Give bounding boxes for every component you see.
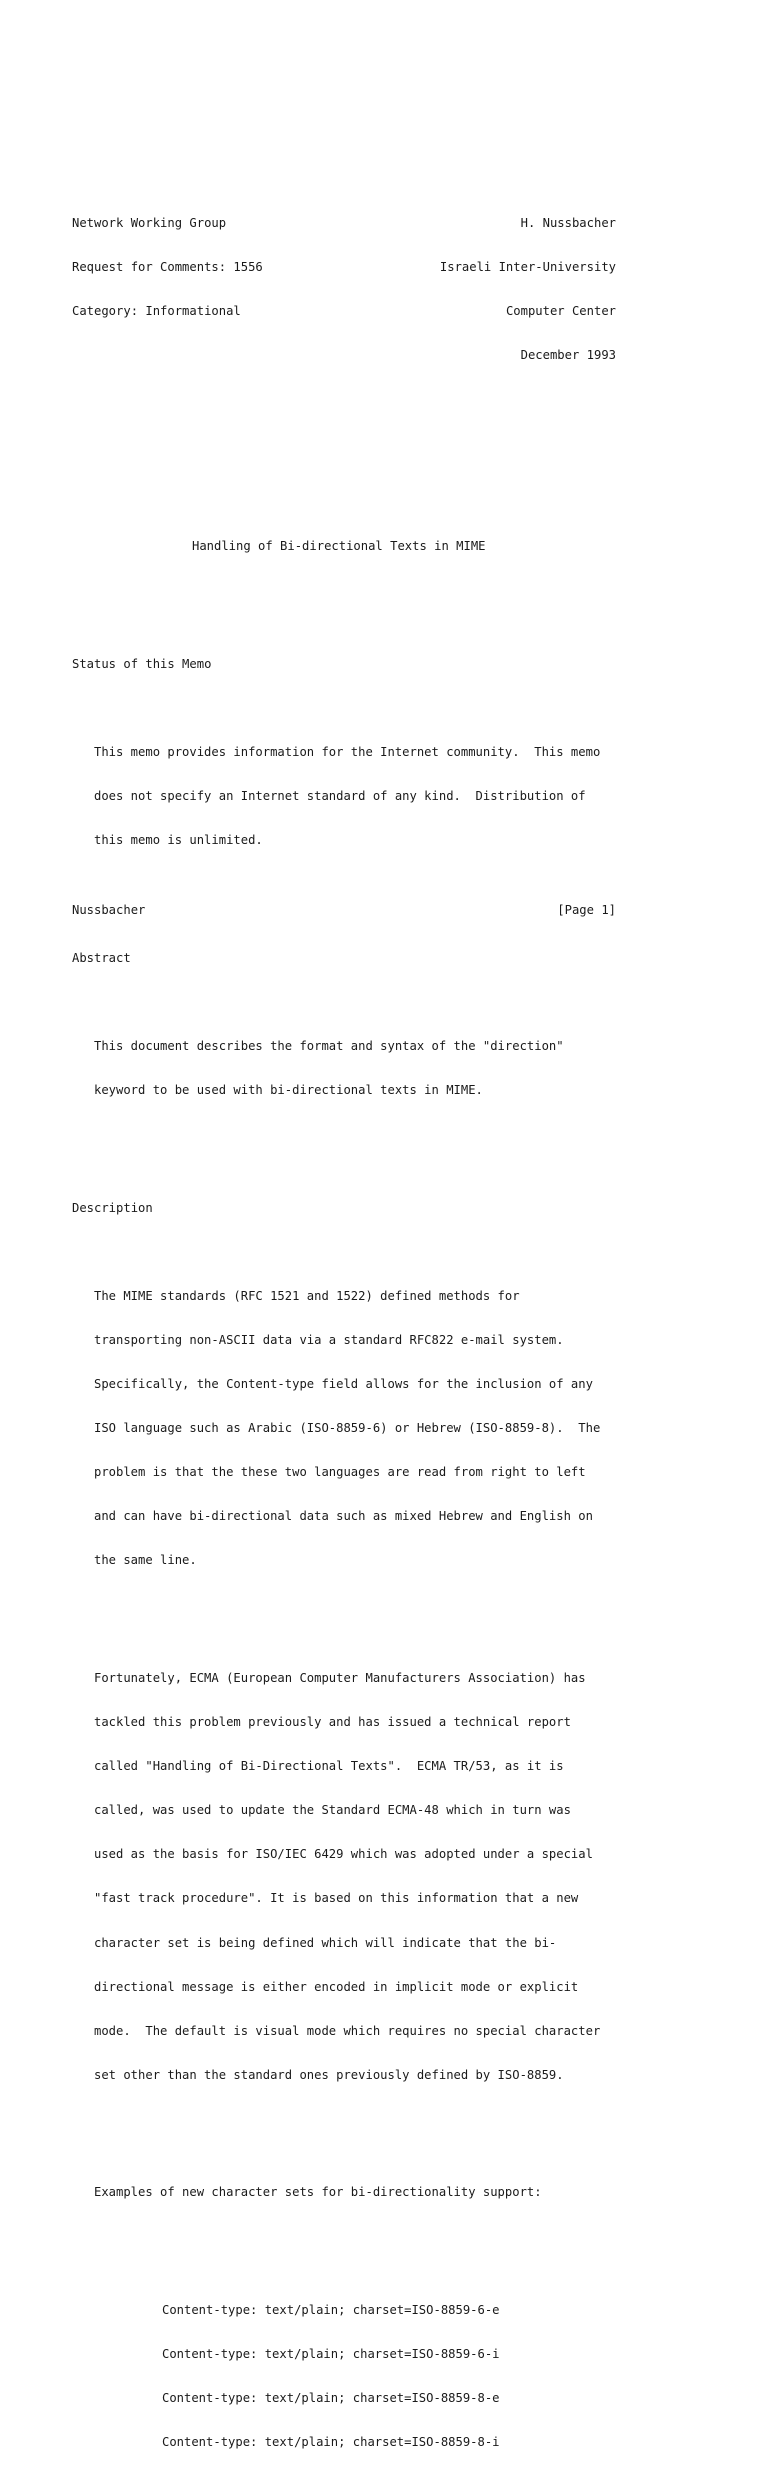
- section-heading-status: Status of this Memo: [72, 656, 212, 671]
- paragraph-line: used as the basis for ISO/IEC 6429 which was adopted under a special: [94, 1847, 593, 1862]
- paragraph-line: Examples of new character sets for bi-directionality support:: [94, 2185, 542, 2200]
- example-line: Content-type: text/plain; charset=ISO-8859-6-e: [162, 2303, 500, 2317]
- header-left: Category: Informational: [72, 304, 241, 318]
- page-footer: [72, 903, 616, 918]
- section-heading-abstract: Abstract: [72, 950, 131, 965]
- paragraph-line: mode. The default is visual mode which requires no special character: [94, 2023, 601, 2038]
- paragraph-line: This document describes the format and syntax of the "direction": [94, 1038, 564, 1053]
- paragraph-line: This memo provides information for the Internet community. This memo: [94, 744, 601, 759]
- paragraph-line: character set is being defined which will indicate that the bi-: [94, 1935, 557, 1950]
- header-right: December 1993: [520, 348, 616, 363]
- paragraph-line: keyword to be used with bi-directional texts in MIME.: [94, 1083, 483, 1098]
- example-line: Content-type: text/plain; charset=ISO-8859-6-i: [162, 2347, 500, 2362]
- header-row: [72, 260, 616, 275]
- header-left: Network Working Group: [72, 215, 227, 230]
- example-line: Content-type: text/plain; charset=ISO-8859-8-e: [162, 2391, 500, 2406]
- header-left: Request for Comments: 1556: [72, 259, 263, 274]
- paragraph-line: called, was used to update the Standard ECMA-48 which in turn was: [94, 1803, 571, 1818]
- rfc-page: [72, 157, 632, 2465]
- paragraph-line: directional message is either encoded in implicit mode or explicit: [94, 1979, 579, 1994]
- paragraph-line: called "Handling of Bi-Directional Texts". ECMA TR/53, as it is: [94, 1759, 564, 1774]
- header-right: H. Nussbacher: [520, 215, 616, 230]
- rfc-header: [72, 186, 632, 392]
- header-row: [72, 304, 616, 319]
- paragraph-line: this memo is unlimited.: [94, 833, 263, 848]
- paragraph-line: the same line.: [94, 1553, 197, 1568]
- header-right: Computer Center: [505, 304, 616, 318]
- header-row: [72, 216, 616, 231]
- page-number: [Page 1]: [557, 903, 616, 917]
- header-row: [72, 348, 616, 363]
- paragraph-line: tackled this problem previously and has issued a technical report: [94, 1715, 571, 1730]
- document-title: Handling of Bi-directional Texts in MIME: [192, 539, 486, 554]
- paragraph-line: does not specify an Internet standard of any kind. Distribution of: [94, 789, 586, 804]
- paragraph-line: The MIME standards (RFC 1521 and 1522) defined methods for: [94, 1288, 520, 1303]
- paragraph-line: ISO language such as Arabic (ISO-8859-6) or Hebrew (ISO-8859-8). The: [94, 1421, 601, 1436]
- paragraph-line: "fast track procedure". It is based on this information that a new: [94, 1891, 579, 1906]
- paragraph-line: and can have bi-directional data such as mixed Hebrew and English on: [94, 1509, 593, 1524]
- paragraph-line: transporting non-ASCII data via a standard RFC822 e-mail system.: [94, 1332, 564, 1347]
- paragraph-line: Fortunately, ECMA (European Computer Manufacturers Association) has: [94, 1670, 586, 1685]
- paragraph-line: Specifically, the Content-type field allows for the inclusion of any: [94, 1377, 593, 1391]
- example-line: Content-type: text/plain; charset=ISO-8859-8-i: [162, 2435, 500, 2450]
- paragraph-line: problem is that the these two languages are read from right to left: [94, 1465, 586, 1480]
- footer-author: Nussbacher: [72, 903, 146, 917]
- section-heading-description: Description: [72, 1200, 153, 1215]
- paragraph-line: set other than the standard ones previously defined by ISO-8859.: [94, 2067, 564, 2082]
- header-right: Israeli Inter-University: [439, 259, 616, 274]
